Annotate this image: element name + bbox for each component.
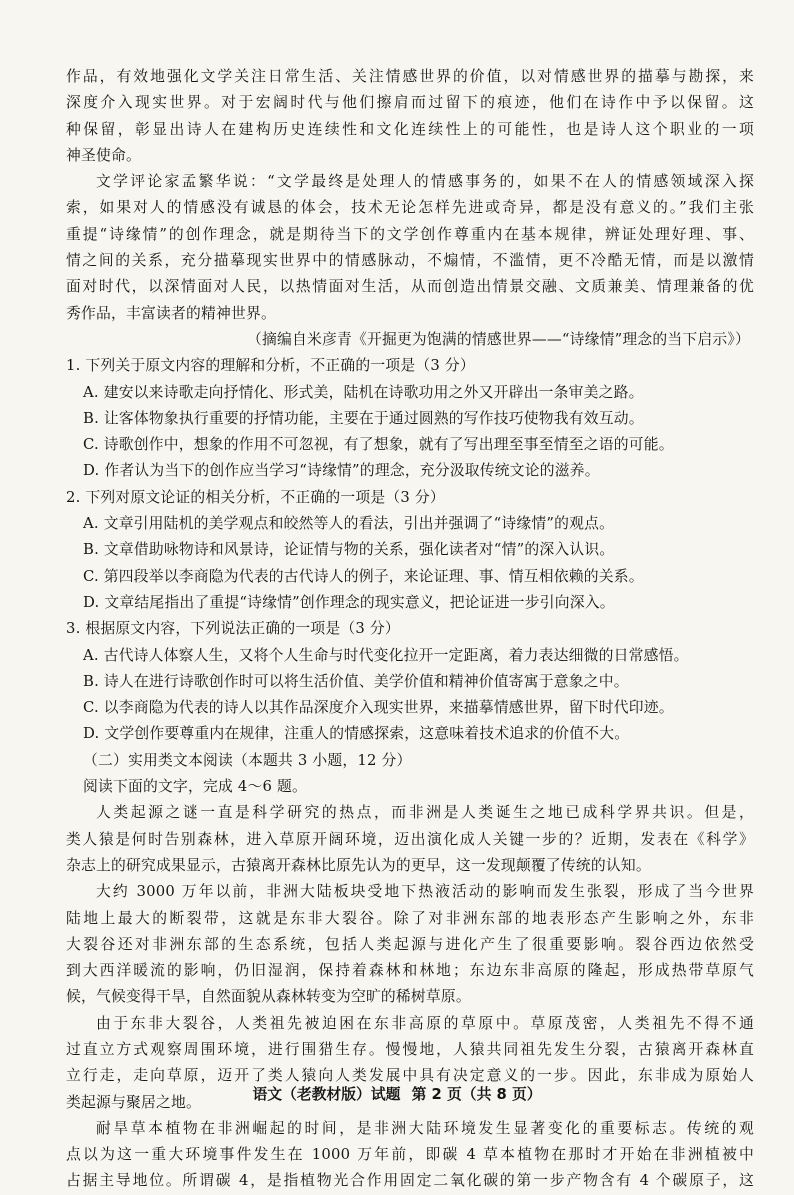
text-line: 过直立方式观察周围环境，进行围猎生存。慢慢地，人猿共同祖先发生分裂，古猿离开森林直 <box>66 1040 754 1058</box>
text-line: 作品，有效地强化文学关注日常生活、关注情感世界的价值，以对情感世界的描摹与勘探，来 <box>66 68 754 85</box>
text-line: 大约 3000 万年以前，非洲大陆板块受地下热液活动的影响而发生张裂，形成了当今世界 <box>96 883 754 901</box>
text-line: 大裂谷还对非洲东部的生态系统，包括人类起源与进化产生了很重要影响。裂谷西边依然受 <box>66 935 754 953</box>
text-line: 占据主导地位。所谓碳 4，是指植物光合作用固定二氧化碳的第一步产物含有 4 个碳原子，这 <box>66 1172 754 1190</box>
answer-option: A. 古代诗人体察人生，又将个人生命与时代变化拉开一定距离，着力表达细微的日常感悟。 <box>83 646 689 664</box>
text-line: 到大西洋暖流的影响，仍旧湿润，保持着森林和林地；东边东非高原的隆起，形成热带草原气 <box>66 962 754 980</box>
question-stem: 2. 下列对原文论证的相关分析，不正确的一项是（3 分） <box>66 488 445 506</box>
page-footer <box>0 1084 794 1106</box>
text-line: 重提“诗缘情”的创作理念，就是期待当下的文学创作尊重内在基本规律，辨证处理好理、事、 <box>66 225 754 243</box>
answer-option: B. 让客体物象执行重要的抒情功能，主要在于通过圆熟的写作技巧使物我有效互动。 <box>83 409 644 427</box>
text-line: 人类起源之谜一直是科学研究的热点，而非洲是人类诞生之地已成科学界共识。但是， <box>96 804 754 822</box>
answer-option: A. 文章引用陆机的美学观点和皎然等人的看法，引出并强调了“诗缘情”的观点。 <box>83 515 615 533</box>
text-line: 陆地上最大的断裂带，这就是东非大裂谷。除了对非洲东部的地表形态产生影响之外，东非 <box>66 909 754 927</box>
text-line: 点以为这一重大环境事件发生在 1000 万年前，即碳 4 草本植物在那时才开始在非洲植被中 <box>66 1146 754 1164</box>
question-stem: 1. 下列关于原文内容的理解和分析，不正确的一项是（3 分） <box>66 357 475 375</box>
text-line: 深度介入现实世界。对于宏阔时代与他们擦肩而过留下的痕迹，他们在诗作中予以保留。这 <box>66 94 754 112</box>
text-line: 耐旱草本植物在非洲崛起的时间，是非洲大陆环境发生显著变化的重要标志。传统的观 <box>96 1119 754 1137</box>
text-line: 秀作品，丰富读者的精神世界。 <box>66 304 276 322</box>
answer-option: C. 以李商隐为代表的诗人以其作品深度介入现实世界，来描摹情感世界，留下时代印迹。 <box>83 699 674 717</box>
text-line: 类人猿是何时告别森林，进入草原开阔环境，迈出演化成人关键一步的？近期，发表在《科学》 <box>66 830 754 848</box>
answer-option: D. 文学创作要尊重内在规律，注重人的情感探索，这意味着技术追求的价值不大。 <box>83 725 630 743</box>
answer-option: D. 作者认为当下的创作应当学习“诗缘情”的理念，充分汲取传统文论的滋养。 <box>83 462 600 480</box>
text-line: 文学评论家孟繁华说：“文学最终是处理人的情感事务的，如果不在人的情感领域深入探 <box>96 173 754 191</box>
text-line: 立行走，走向草原，迈开了类人猿向人类发展中具有决定意义的一步。因此，东非成为原始人 <box>66 1067 754 1085</box>
text-line: 面对时代，以深情面对人民，以热情面对生活，从而创造出情景交融、文质兼美、情理兼备的优 <box>66 278 754 296</box>
reading-instruction: 阅读下面的文字，完成 4～6 题。 <box>83 778 307 796</box>
text-line: 候，气候变得干旱，自然面貌从森林转变为空旷的稀树草原。 <box>66 988 471 1006</box>
text-line: 杂志上的研究成果显示，古猿离开森林比原先认为的更早，这一发现颠覆了传统的认知。 <box>66 856 651 874</box>
answer-option: B. 文章借助咏物诗和风景诗，论证情与物的关系，强化读者对“情”的深入认识。 <box>83 541 615 559</box>
source-citation: （摘编自米彦青《开掘更为饱满的情感世界——“诗缘情”理念的当下启示》） <box>246 330 750 348</box>
text-line: 类起源与聚居之地。 <box>66 1093 201 1111</box>
answer-option: C. 第四段举以李商隐为代表的古代诗人的例子，来论证理、事、情互相依赖的关系。 <box>83 567 644 585</box>
footer-subject: 语文（老教材版）试题 <box>252 1086 401 1103</box>
question-stem: 3. 根据原文内容，下列说法正确的一项是（3 分） <box>66 620 400 638</box>
footer-page-number: 第 2 页（共 8 页） <box>411 1086 542 1103</box>
text-line: 神圣使命。 <box>66 146 141 164</box>
text-line: 情之间的关系，充分描摹现实世界中的情感脉动，不煽情，不滥情，更不冷酷无情，而是以激情 <box>66 252 754 270</box>
answer-option: C. 诗歌创作中，想象的作用不可忽视，有了想象，就有了写出理至事至情至之语的可能。 <box>83 436 674 454</box>
text-line: 索，如果对人的情感没有诚恳的体会，技术无论怎样先进或奇异，都是没有意义的。”我们主张 <box>66 199 754 217</box>
answer-option: A. 建安以来诗歌走向抒情化、形式美，陆机在诗歌功用之外又开辟出一条审美之路。 <box>83 383 644 401</box>
text-line: 种保留，彰显出诗人在建构历史连续性和文化连续性上的可能性，也是诗人这个职业的一项 <box>66 120 754 138</box>
answer-option: D. 文章结尾指出了重提“诗缘情”创作理念的现实意义，把论证进一步引向深入。 <box>83 593 615 611</box>
section-heading: （二）实用类文本阅读（本题共 3 小题，12 分） <box>83 751 412 769</box>
text-line: 由于东非大裂谷，人类祖先被迫困在东非高原的草原中。草原茂密，人类祖先不得不通 <box>96 1014 754 1032</box>
answer-option: B. 诗人在进行诗歌创作时可以将生活价值、美学价值和精神价值寄寓于意象之中。 <box>83 672 629 690</box>
